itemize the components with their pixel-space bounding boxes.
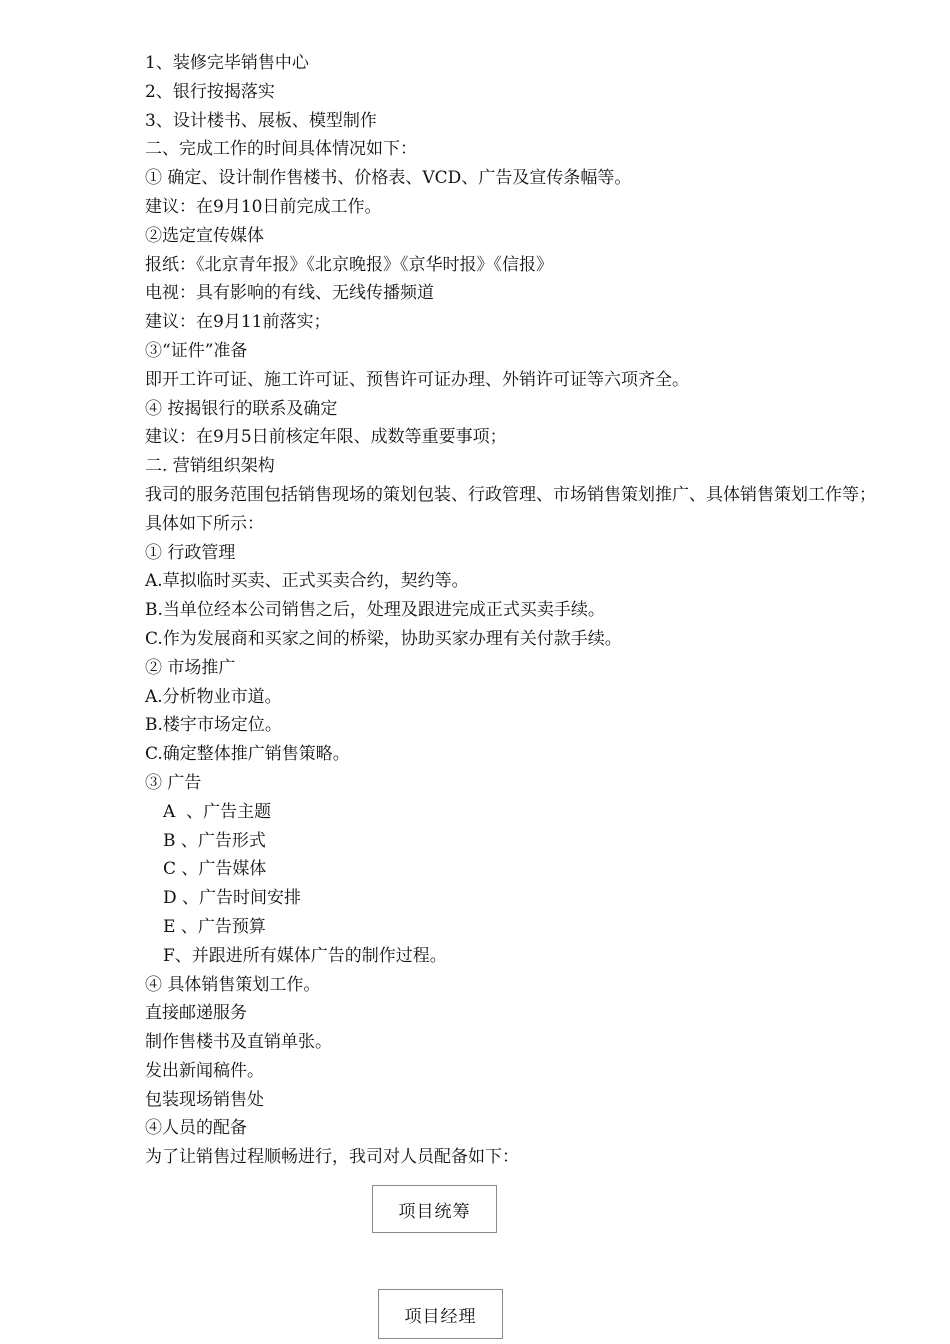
paragraph: 即开工许可证、施工许可证、预售许可证办理、外销许可证等六项齐全。 (145, 369, 689, 390)
list-item: ④人员的配备 (145, 1118, 247, 1139)
paragraph: 报纸：《北京青年报》《北京晚报》《京华时报》《信报》 (145, 254, 553, 275)
list-item: 1、装修完毕销售中心 (145, 53, 309, 73)
list-item: F、并跟进所有媒体广告的制作过程。 (163, 945, 447, 966)
list-item: B.楼宇市场定位。 (145, 715, 282, 736)
list-item: ②选定宣传媒体 (145, 225, 264, 246)
list-item: C.作为发展商和买家之间的桥梁，协助买家办理有关付款手续。 (145, 628, 622, 649)
list-item: B 、广告形式 (163, 830, 266, 851)
list-item: 2、银行按揭落实 (145, 81, 275, 102)
paragraph: 为了让销售过程顺畅进行，我司对人员配备如下： (145, 1147, 519, 1168)
paragraph: 建议：在9月5日前核定年限、成数等重要事项； (145, 427, 507, 448)
list-item: A.分析物业市道。 (145, 686, 282, 707)
list-item: ② 市场推广 (145, 657, 236, 678)
paragraph: 建议：在9月11前落实； (145, 312, 331, 333)
document-body (145, 49, 885, 1172)
list-item: ③“证件”准备 (145, 340, 248, 361)
section-heading: 二. 营销组织架构 (145, 456, 275, 477)
org-chart-box-project-manager: 项目经理 (378, 1289, 503, 1339)
list-item: ① 确定、设计制作售楼书、价格表、VCD、广告及宣传条幅等。 (145, 168, 632, 189)
list-item: C 、广告媒体 (163, 859, 267, 880)
list-item: 3、设计楼书、展板、模型制作 (145, 110, 377, 131)
paragraph: 直接邮递服务 (145, 1003, 247, 1024)
list-item: A.草拟临时买卖、正式买卖合约，契约等。 (145, 571, 469, 592)
list-item: ③ 广告 (145, 772, 202, 793)
section-heading: 二、完成工作的时间具体情况如下： (145, 139, 417, 160)
org-chart-box-project-coordination: 项目统筹 (372, 1185, 497, 1233)
paragraph: 建议：在9月10日前完成工作。 (145, 196, 382, 217)
list-item: E 、广告预算 (163, 916, 266, 937)
paragraph: 我司的服务范围包括销售现场的策划包装、行政管理、市场销售策划推广、具体销售策划工作等；具体如下所示： (145, 484, 876, 534)
list-item: A 、广告主题 (163, 801, 272, 822)
paragraph: 电视：具有影响的有线、无线传播频道 (145, 283, 434, 304)
list-item: ④ 具体销售策划工作。 (145, 974, 321, 995)
paragraph: 制作售楼书及直销单张。 (145, 1032, 332, 1053)
list-item: C.确定整体推广销售策略。 (145, 744, 350, 765)
paragraph: 发出新闻稿件。 (145, 1060, 264, 1081)
list-item: B.当单位经本公司销售之后，处理及跟进完成正式买卖手续。 (145, 600, 605, 621)
paragraph: 包装现场销售处 (145, 1089, 264, 1110)
list-item: D 、广告时间安排 (163, 888, 302, 909)
list-item: ④ 按揭银行的联系及确定 (145, 398, 338, 419)
list-item: ① 行政管理 (145, 542, 236, 563)
